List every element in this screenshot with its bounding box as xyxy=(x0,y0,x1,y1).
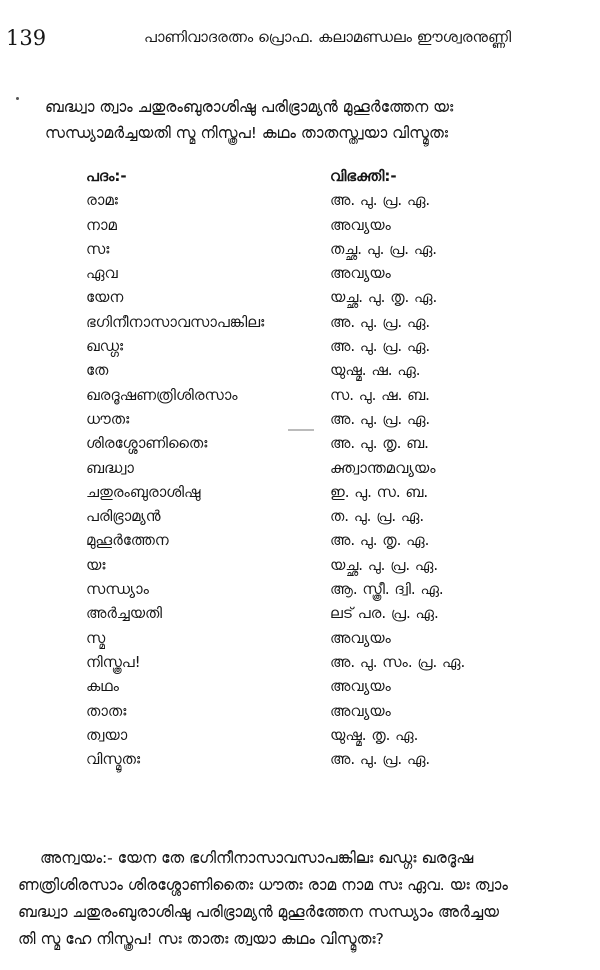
table-row xyxy=(86,750,566,774)
header-pada: പദം:- xyxy=(86,167,127,185)
vibhakti-cell: യച്ഛ. പു. പ്ര. ഏ. xyxy=(330,555,439,574)
table-row xyxy=(86,288,566,312)
vibhakti-cell: അ. പു. പ്ര. ഏ. xyxy=(330,312,431,331)
vibhakti-cell: അ. പു. തൃ. ഏ. xyxy=(330,531,430,550)
table-row xyxy=(86,604,566,628)
pada-cell: ശിരശ്ശോണിതൈഃ xyxy=(86,434,208,453)
table-row xyxy=(86,702,566,726)
anvaya-line-2: ണത്രിശിരസാം ശിരശ്ശോണിതൈഃ ധൗതഃ രാമ നാമ സഃ ഏവ. യഃ ത്വാം xyxy=(18,876,508,894)
table-header-row xyxy=(86,167,566,191)
vibhakti-cell: അവ്യയം xyxy=(330,264,391,283)
pada-cell: താതഃ xyxy=(86,701,127,720)
table-row xyxy=(86,459,566,483)
pada-cell: നിസ്ത്രപ! xyxy=(86,652,141,671)
table-row xyxy=(86,216,566,240)
header-vibhakti: വിഭക്തി:- xyxy=(330,167,397,185)
table-row xyxy=(86,580,566,604)
page-number: 139 xyxy=(6,26,47,50)
verse-line-2: സന്ധ്യാമർച്ചയതി സ്മ നിസ്ത്രപ! കഥം താതസ്ത്വയാ വിസ്മൃതഃ xyxy=(45,124,448,142)
table-row xyxy=(86,410,566,434)
table-row xyxy=(86,240,566,264)
vibhakti-cell: യച്ഛ. പു. തൃ. ഏ. xyxy=(330,288,438,307)
pada-cell: തേ xyxy=(86,361,109,380)
table-row xyxy=(86,507,566,531)
pada-cell: ഭഗിനീനാസാവസാപങ്കിലഃ xyxy=(86,312,265,331)
table-row xyxy=(86,361,566,385)
vibhakti-cell: അവ്യയം xyxy=(330,677,391,696)
pada-cell: സ്മ xyxy=(86,628,106,647)
vibhakti-cell: സ. പു. ഷ. ബ. xyxy=(330,385,430,404)
table-row xyxy=(86,556,566,580)
pada-cell: ബദ്ധ്വാ xyxy=(86,458,134,477)
table-row xyxy=(86,483,566,507)
vibhakti-cell: ഇ. പു. സ. ബ. xyxy=(330,482,429,501)
table-row xyxy=(86,313,566,337)
anvaya-line-4: തി സ്മ ഹേ നിസ്ത്രപ! സഃ താതഃ ത്വയാ കഥം വിസ്മൃതഃ? xyxy=(18,930,384,948)
sloka-verse xyxy=(45,94,590,146)
anvaya-line-1: അന്വയം:- യേന തേ ഭഗിനീനാസാവസാപങ്കിലഃ ഖഡ്ഗഃ ഖരദൂഷ xyxy=(40,849,474,867)
vibhakti-cell: അ. പു. പ്ര. ഏ. xyxy=(330,409,431,428)
table-row xyxy=(86,337,566,361)
margin-mark xyxy=(16,97,19,100)
vibhakti-cell: അ. പു. പ്ര. ഏ. xyxy=(330,191,431,210)
table-row xyxy=(86,191,566,215)
table-row xyxy=(86,629,566,653)
vibhakti-cell: ആ. സ്ത്രീ. ദ്വി. ഏ. xyxy=(330,580,444,599)
pada-cell: ത്വയാ xyxy=(86,725,128,744)
pada-cell: ധൗതഃ xyxy=(86,409,130,428)
pada-cell: വിസ്മൃതഃ xyxy=(86,750,141,769)
table-row xyxy=(86,434,566,458)
vibhakti-cell: അവ്യയം xyxy=(330,215,391,234)
pada-cell: നാമ xyxy=(86,215,117,234)
pada-cell: ഖരദൂഷണത്രിശിരസാം xyxy=(86,385,238,404)
pada-cell: ഏവ xyxy=(86,264,118,283)
table-row xyxy=(86,653,566,677)
anvaya-line-3: ബദ്ധ്വാ ചതുരംബുരാശിഷു പരിഭ്രാമ്യൻ മുഹൂർത്തേന സന്ധ്യാം അർച്ചയ xyxy=(18,903,499,921)
vibhakti-cell: അ. പു. പ്ര. ഏ. xyxy=(330,337,431,356)
pada-cell: അർച്ചയതി xyxy=(86,604,163,623)
print-smudge xyxy=(288,429,314,431)
vibhakti-cell: ലട് പര. പ്ര. ഏ. xyxy=(330,604,439,623)
vibhakti-cell: അ. പു. പ്ര. ഏ. xyxy=(330,750,431,769)
word-analysis-table xyxy=(86,167,566,774)
pada-cell: പരിഭ്രാമ്യൻ xyxy=(86,507,161,526)
table-row xyxy=(86,726,566,750)
table-row xyxy=(86,264,566,288)
pada-cell: ചതുരംബുരാശിഷു xyxy=(86,482,201,501)
pada-cell: സന്ധ്യാം xyxy=(86,580,149,599)
vibhakti-cell: അവ്യയം xyxy=(330,628,391,647)
pada-cell: യഃ xyxy=(86,555,106,574)
table-row xyxy=(86,677,566,701)
vibhakti-cell: തച്ഛ. പു. പ്ര. ഏ. xyxy=(330,239,438,258)
pada-cell: യേന xyxy=(86,288,124,307)
anvaya-paragraph xyxy=(18,845,593,953)
running-title: പാണിവാദരത്നം പ്രൊഫ. കലാമണ്ഡലം ഈശ്വരനുണ്ണി xyxy=(144,28,512,46)
vibhakti-cell: അവ്യയം xyxy=(330,701,391,720)
vibhakti-cell: അ. പു. തൃ. ബ. xyxy=(330,434,429,453)
table-row xyxy=(86,386,566,410)
pada-cell: സഃ xyxy=(86,239,110,258)
vibhakti-cell: യുഷ്മ. തൃ. ഏ. xyxy=(330,725,419,744)
vibhakti-cell: ത. പു. പ്ര. ഏ. xyxy=(330,507,425,526)
vibhakti-cell: ക്ത്വാന്തമവ്യയം xyxy=(330,458,436,477)
vibhakti-cell: യുഷ്മ. ഷ. ഏ. xyxy=(330,361,421,380)
pada-cell: രാമഃ xyxy=(86,191,118,210)
verse-line-1: ബദ്ധ്വാ ത്വാം ചതുരംബുരാശിഷു പരിഭ്രാമ്യൻ മുഹൂർത്തേന യഃ xyxy=(45,98,454,116)
pada-cell: മുഹൂർത്തേന xyxy=(86,531,169,550)
vibhakti-cell: അ. പു. സം. പ്ര. ഏ. xyxy=(330,652,466,671)
pada-cell: ഖഡ്ഗഃ xyxy=(86,337,124,356)
pada-cell: കഥം xyxy=(86,677,119,696)
table-row xyxy=(86,531,566,555)
